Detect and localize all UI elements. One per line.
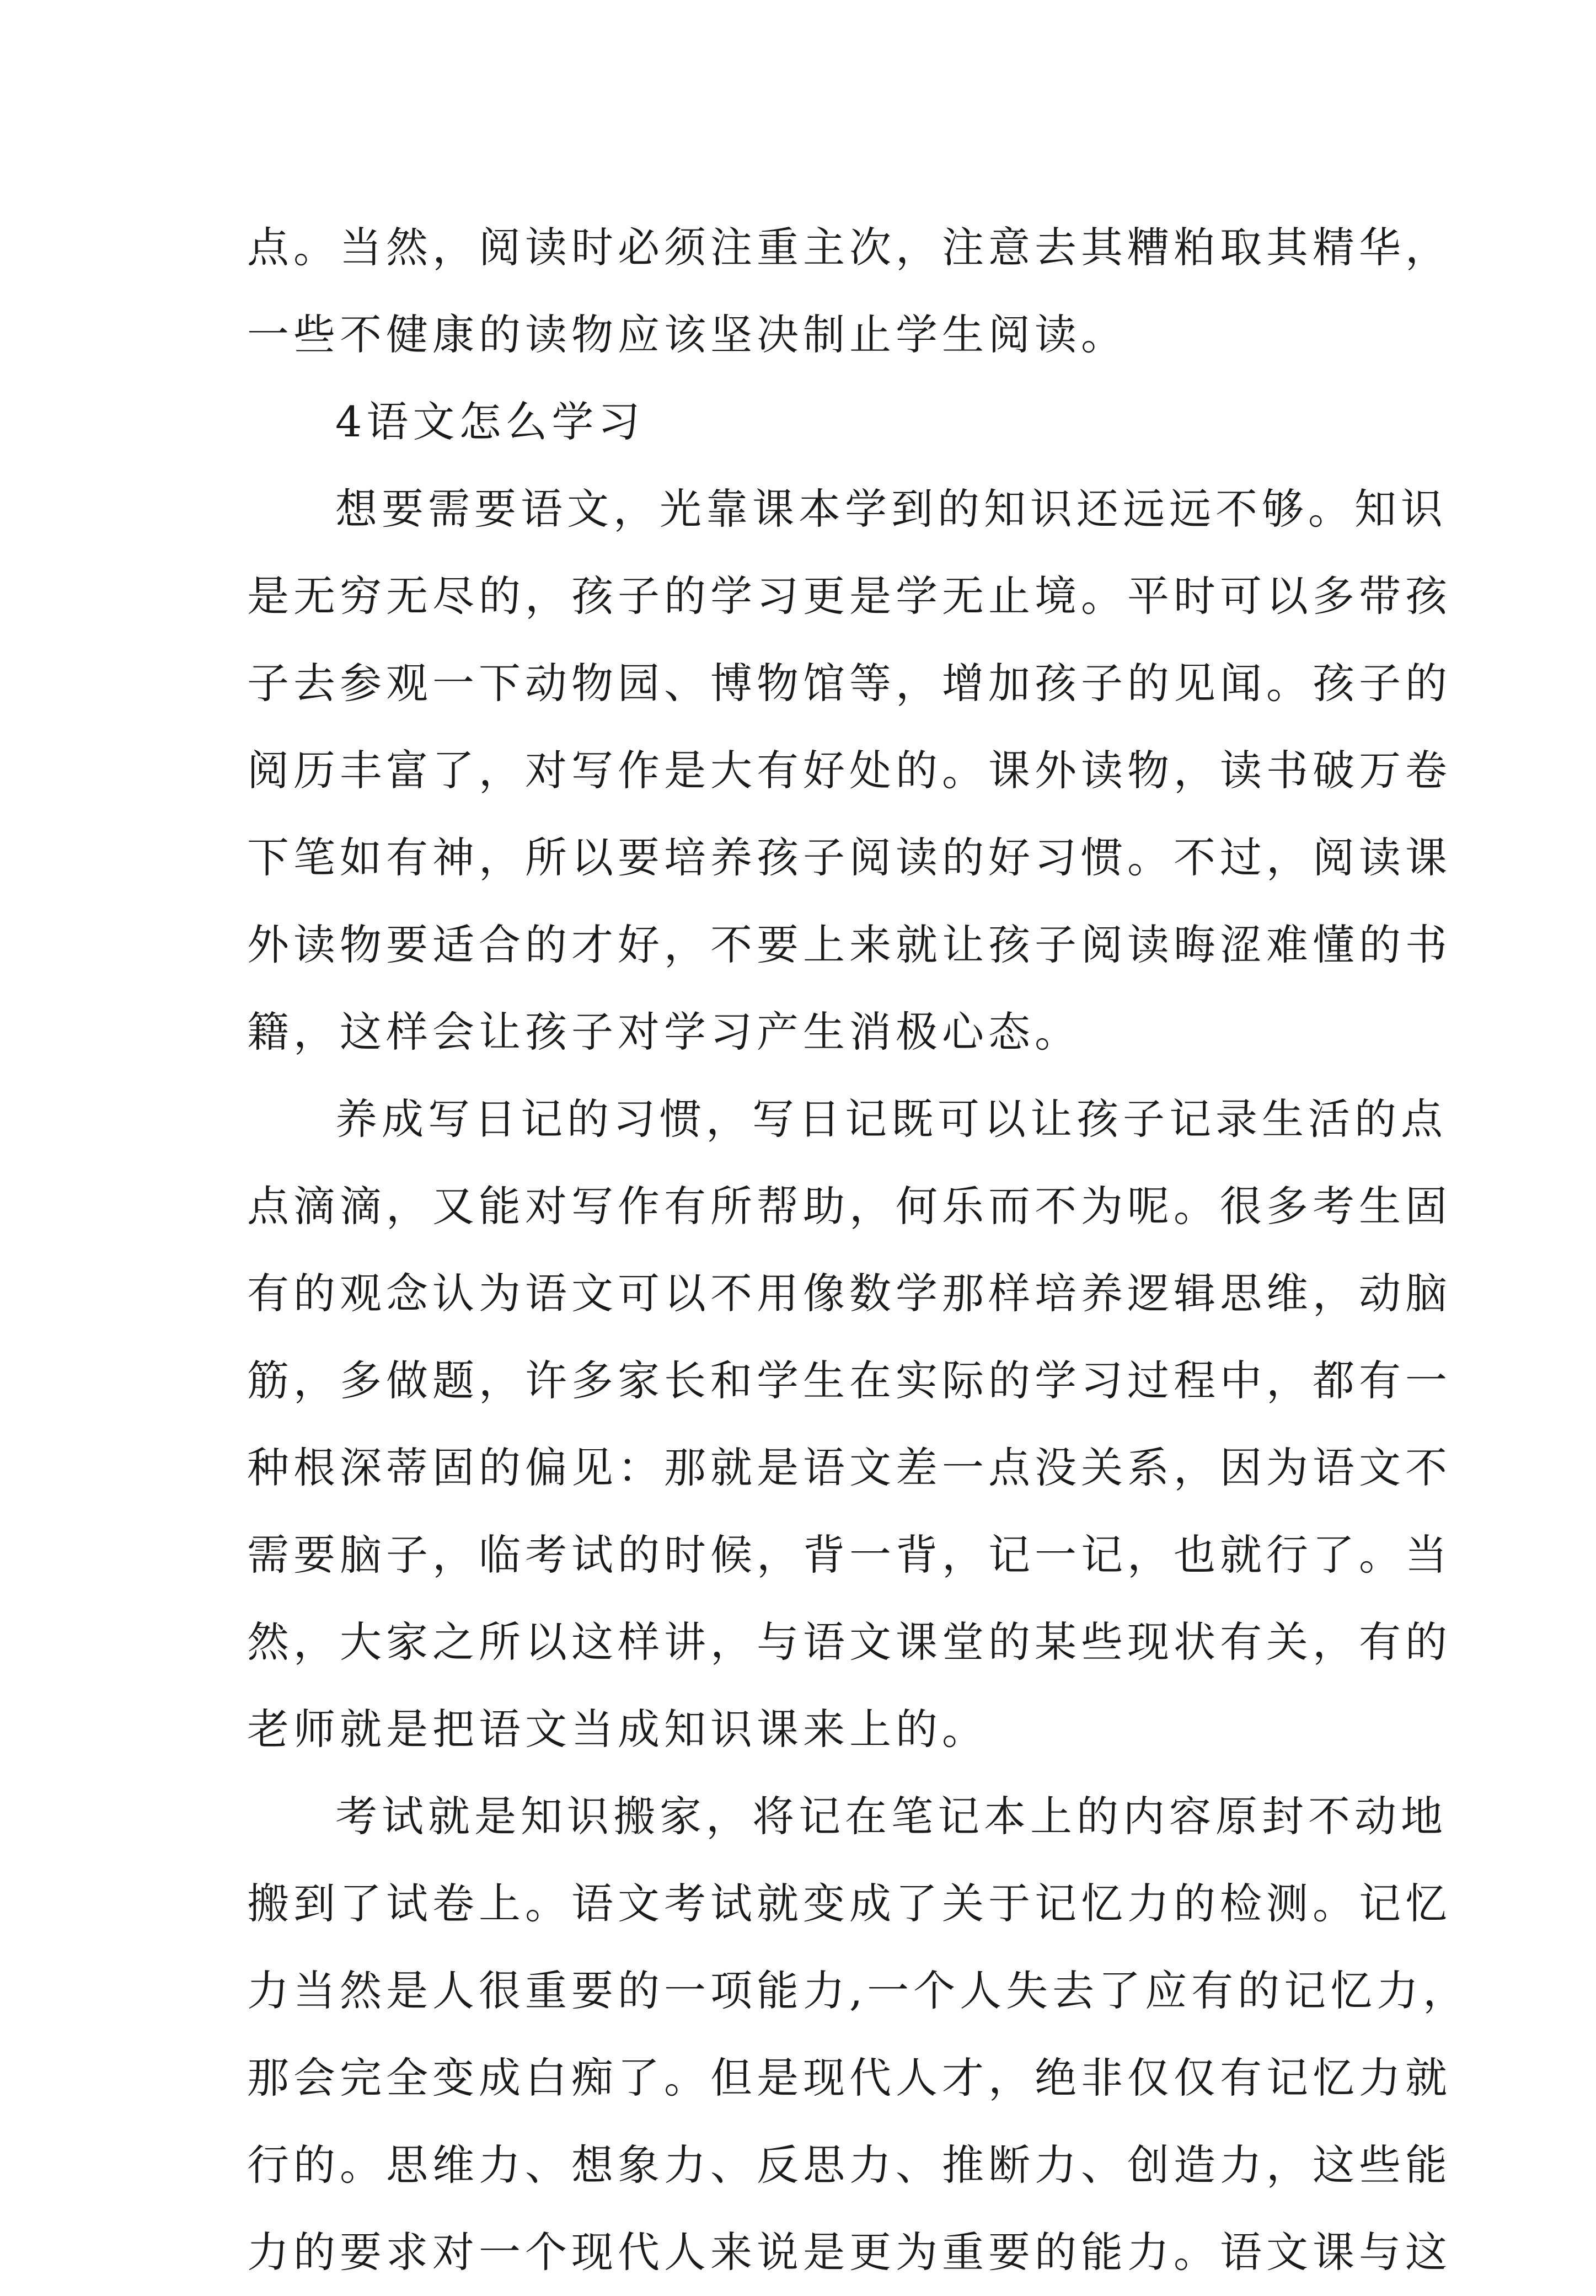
text-line: 养成写日记的习惯，写日记既可以让孩子记录生活的点 — [335, 1094, 1447, 1144]
text-line: 然，大家之所以这样讲，与语文课堂的某些现状有关，有的 — [247, 1617, 1452, 1667]
text-line: 一些不健康的读物应该坚决制止学生阅读。 — [247, 310, 1127, 359]
text-line: 阅历丰富了，对写作是大有好处的。课外读物，读书破万卷 — [247, 746, 1452, 795]
text-line: 是无穷无尽的，孩子的学习更是学无止境。平时可以多带孩 — [247, 572, 1452, 621]
text-line: 点滴滴，又能对写作有所帮助，何乐而不为呢。很多考生固 — [247, 1182, 1452, 1231]
text-line: 想要需要语文，光靠课本学到的知识还远远不够。知识 — [335, 484, 1447, 533]
paragraph-3 — [247, 1773, 1470, 2296]
text-line: 籍，这样会让孩子对学习产生消极心态。 — [247, 1007, 1081, 1056]
text-line: 下笔如有神，所以要培养孩子阅读的好习惯。不过，阅读课 — [247, 833, 1452, 882]
text-line: 力当然是人很重要的一项能力,一个人失去了应有的记忆力， — [247, 1966, 1470, 2015]
text-line: 搬到了试卷上。语文考试就变成了关于记忆力的检测。记忆 — [247, 1879, 1452, 1928]
text-line: 力的要求对一个现代人来说是更为重要的能力。语文课与这 — [247, 2228, 1452, 2277]
text-line: 种根深蒂固的偏见：那就是语文差一点没关系，因为语文不 — [247, 1443, 1452, 1492]
heading-text: 4语文怎么学习 — [335, 397, 645, 446]
paragraph-continuation — [247, 204, 1452, 378]
text-line: 外读物要适合的才好，不要上来就让孩子阅读晦涩难懂的书 — [247, 920, 1452, 969]
text-line: 那会完全变成白痴了。但是现代人才，绝非仅仅有记忆力就 — [247, 2053, 1452, 2102]
text-line: 老师就是把语文当成知识课来上的。 — [247, 1705, 988, 1754]
text-line: 筋，多做题，许多家长和学生在实际的学习过程中，都有一 — [247, 1356, 1452, 1405]
text-line: 有的观念认为语文可以不用像数学那样培养逻辑思维，动脑 — [247, 1269, 1452, 1318]
text-line: 子去参观一下动物园、博物馆等，增加孩子的见闻。孩子的 — [247, 659, 1452, 708]
document-body — [247, 204, 1470, 2296]
text-line: 考试就是知识搬家，将记在笔记本上的内容原封不动地 — [335, 1792, 1447, 1841]
text-line: 点。当然，阅读时必须注重主次，注意去其糟粕取其精华， — [247, 223, 1452, 272]
section-heading — [247, 378, 1378, 466]
paragraph-1 — [247, 466, 1452, 1076]
text-line: 行的。思维力、想象力、反思力、推断力、创造力，这些能 — [247, 2140, 1452, 2190]
paragraph-2 — [247, 1076, 1452, 1773]
text-line: 需要脑子，临考试的时候，背一背，记一记，也就行了。当 — [247, 1530, 1452, 1579]
